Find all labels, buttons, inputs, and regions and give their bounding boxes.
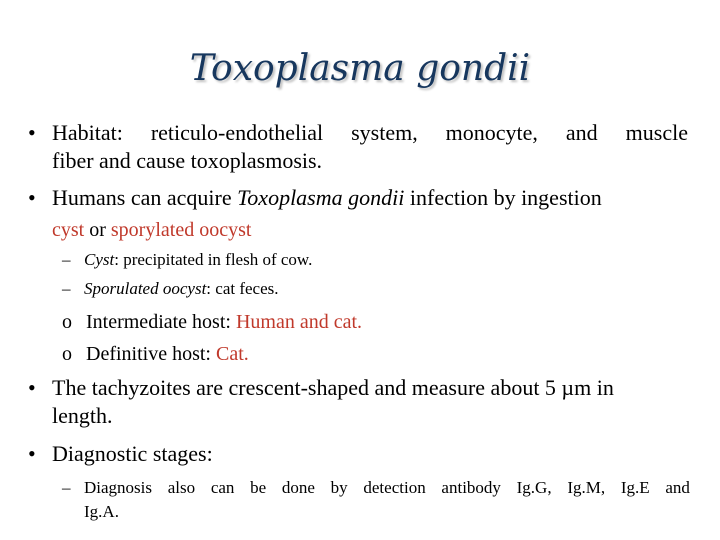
humans-oocyst: sporylated oocyst xyxy=(110,219,252,241)
humans-species: Toxoplasma gondii xyxy=(237,185,405,210)
diagnosis-word-3: can xyxy=(210,478,235,497)
intermediate-marker: o xyxy=(62,311,72,333)
humans-suffix: infection by ingestion xyxy=(404,185,602,210)
diagnosis-word-5: done xyxy=(281,478,315,497)
intermediate-value: Human and cat. xyxy=(235,311,363,333)
habitat-word-5: muscle xyxy=(625,120,688,145)
sub-oocyst-line xyxy=(84,277,279,301)
habitat-word-2: system, xyxy=(351,120,418,145)
habitat-word-1: reticulo-endothelial xyxy=(150,120,324,145)
diagnosis-word-12: and xyxy=(665,478,690,497)
intermediate-host-line xyxy=(86,308,362,336)
humans-line-2 xyxy=(52,216,251,244)
diagnosis-word-4: be xyxy=(250,478,267,497)
definitive-host-line xyxy=(86,340,249,368)
diagnosis-word-8: antibody xyxy=(441,478,501,497)
diagnosis-word-7: detection xyxy=(363,478,426,497)
diagnosis-word-10: Ig.M, xyxy=(567,478,606,497)
slide-title: Toxoplasma gondii xyxy=(189,48,531,89)
tachyzoites-line-1: The tachyzoites are crescent-shaped and measure about 5 µm in xyxy=(52,375,614,400)
sub-cyst-text: : precipitated in flesh of cow. xyxy=(114,250,313,269)
habitat-label: Habitat: xyxy=(52,120,123,145)
bullet-tachyzoites-marker: • xyxy=(28,375,36,400)
diagnosis-word-6: by xyxy=(330,478,348,497)
sub-cyst-marker: – xyxy=(62,250,71,269)
sub-cyst-line xyxy=(84,248,312,272)
diagnosis-line-1 xyxy=(84,476,690,500)
definitive-label: Definitive host: xyxy=(86,343,216,365)
diagnosis-word-2: also xyxy=(167,478,196,497)
sub-oocyst-term: Sporulated oocyst xyxy=(84,279,207,298)
definitive-value: Cat. xyxy=(215,343,249,365)
tachyzoites-line-2: length. xyxy=(52,403,113,428)
sub-oocyst-marker: – xyxy=(62,279,71,298)
habitat-word-4: and xyxy=(565,120,598,145)
humans-prefix: Humans can acquire xyxy=(52,185,238,210)
intermediate-label: Intermediate host: xyxy=(86,311,236,333)
humans-cyst: cyst xyxy=(52,219,85,241)
habitat-line-1 xyxy=(52,119,688,147)
bullet-habitat-marker: • xyxy=(28,120,36,145)
habitat-word-3: monocyte, xyxy=(445,120,538,145)
sub-cyst-term: Cyst xyxy=(84,250,115,269)
humans-line-1 xyxy=(52,184,602,212)
diagnosis-word-9: Ig.G, xyxy=(516,478,552,497)
habitat-line-2: fiber and cause toxoplasmosis. xyxy=(52,148,323,173)
bullet-diagnostic-marker: • xyxy=(28,441,36,466)
definitive-marker: o xyxy=(62,343,72,365)
diagnosis-word-1: Diagnosis xyxy=(84,478,152,497)
diagnosis-marker: – xyxy=(62,478,71,497)
humans-or: or xyxy=(84,219,111,241)
sub-oocyst-text: : cat feces. xyxy=(206,279,279,298)
diagnosis-line-2: Ig.A. xyxy=(84,502,119,521)
diagnostic-stages-label: Diagnostic stages: xyxy=(52,441,213,466)
diagnosis-word-11: Ig.E xyxy=(620,478,650,497)
bullet-humans-marker: • xyxy=(28,185,36,210)
